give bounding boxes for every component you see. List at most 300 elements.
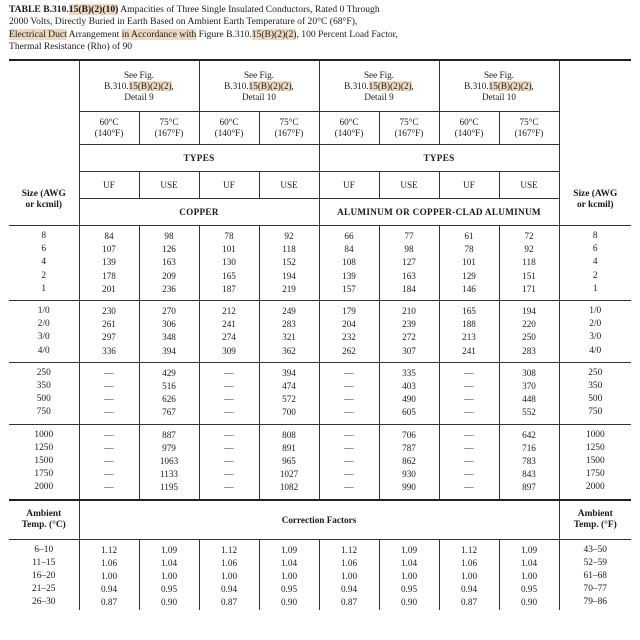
- size-label: Size (AWG: [573, 189, 618, 199]
- correction-factor: 0.95: [259, 583, 319, 596]
- figure-ref: [440, 81, 559, 92]
- ampacity-cell: 605: [379, 406, 439, 419]
- correction-factor: 0.94: [319, 583, 379, 596]
- size-cell: 1: [41, 283, 47, 294]
- correction-factor: 0.95: [139, 583, 199, 596]
- ampacity-cell: 309: [199, 345, 259, 358]
- size-cell: 6: [41, 244, 47, 255]
- size-cell: 1/0: [37, 306, 50, 317]
- ampacity-cell: —: [319, 406, 379, 419]
- ampacity-cell: 990: [379, 481, 439, 494]
- ampacity-cell: 108: [319, 256, 379, 269]
- conductor-type: USE: [259, 172, 319, 199]
- ampacity-cell: 139: [319, 270, 379, 283]
- ampacity-cell: —: [79, 455, 139, 468]
- ampacity-cell: 297: [79, 331, 139, 344]
- size-cell: 1750: [34, 469, 54, 480]
- conductor-type-row: [9, 172, 631, 199]
- temp-fahrenheit: (140°F): [334, 128, 364, 138]
- ampacity-cell: —: [319, 455, 379, 468]
- ampacity-cell: 270: [139, 305, 199, 318]
- see-fig-label: See Fig.: [363, 69, 395, 80]
- correction-factor: 1.09: [259, 544, 319, 557]
- temp-fahrenheit: (167°F): [394, 128, 424, 138]
- ampacity-cell: —: [199, 406, 259, 419]
- ampacity-cell: —: [79, 380, 139, 393]
- ampacity-cell: 66: [319, 230, 379, 243]
- size-cell: 8: [559, 230, 631, 243]
- size-cell: 4: [41, 257, 47, 268]
- ampacity-cell: 194: [259, 270, 319, 283]
- caption-line-2: 2000 Volts, Directly Buried in Earth Based on Ambient Earth Temperature of 20°C (68°F),: [9, 16, 358, 28]
- ampacity-cell: —: [79, 367, 139, 380]
- ambient-range: 6–10: [34, 544, 54, 555]
- table-row: [9, 243, 631, 256]
- correction-factor: 1.12: [439, 544, 499, 557]
- figure-suffix: ,: [531, 80, 534, 91]
- ampacity-cell: 1063: [139, 455, 199, 468]
- detail-label: Detail 10: [242, 91, 276, 102]
- temp-celsius: 75°C: [519, 117, 539, 127]
- correction-factor: 0.94: [199, 583, 259, 596]
- ampacity-cell: 891: [259, 442, 319, 455]
- size-cell: 350: [36, 381, 51, 392]
- ampacity-cell: —: [79, 429, 139, 442]
- ampacity-cell: 474: [259, 380, 319, 393]
- size-cell: 2: [41, 270, 47, 281]
- figure-ref: [320, 81, 439, 92]
- ampacity-cell: —: [319, 429, 379, 442]
- correction-row: [9, 544, 631, 557]
- ampacity-cell: —: [439, 406, 499, 419]
- temp-celsius: 60°C: [339, 117, 359, 127]
- table-row: [9, 256, 631, 269]
- ampacity-cell: —: [199, 380, 259, 393]
- correction-factor: 0.94: [79, 583, 139, 596]
- size-cell: 500: [36, 394, 51, 405]
- correction-header-row: [9, 500, 631, 540]
- ampacity-cell: 152: [259, 256, 319, 269]
- temp-celsius: 60°C: [99, 117, 119, 127]
- figure-prefix: B.310.: [104, 80, 129, 91]
- figure-suffix: ,: [411, 80, 414, 91]
- figure-prefix: B.310.: [224, 80, 249, 91]
- correction-row: [9, 583, 631, 596]
- figure-highlight: 15(B)(2)(2): [488, 80, 532, 91]
- table-row: [9, 270, 631, 283]
- ampacity-cell: 98: [379, 243, 439, 256]
- copper-header: COPPER: [79, 199, 319, 226]
- ampacity-cell: 101: [439, 256, 499, 269]
- table-row: [9, 367, 631, 380]
- ampacity-cell: 1082: [259, 481, 319, 494]
- ampacity-cell: —: [199, 455, 259, 468]
- see-fig-label: See Fig.: [243, 69, 275, 80]
- conductor-type: USE: [139, 172, 199, 199]
- ampacity-cell: 642: [499, 429, 559, 442]
- ampacity-cell: 139: [79, 256, 139, 269]
- ambient-range: 16–20: [32, 571, 56, 582]
- ambient-unit: Temp. (°F): [573, 519, 617, 530]
- correction-factor: 1.00: [199, 570, 259, 583]
- ampacity-cell: 1027: [259, 468, 319, 481]
- size-cell: 2000: [559, 481, 631, 494]
- correction-factor: 1.00: [139, 570, 199, 583]
- ampacity-cell: 194: [499, 305, 559, 318]
- size-cell: 1000: [559, 429, 631, 442]
- see-fig-label: See Fig.: [483, 69, 515, 80]
- ampacity-cell: 336: [79, 345, 139, 358]
- correction-factor: 1.06: [79, 557, 139, 570]
- size-cell: 750: [36, 407, 51, 418]
- ampacity-cell: —: [319, 442, 379, 455]
- correction-factor: 0.87: [79, 596, 139, 609]
- types-header-row: [9, 145, 631, 172]
- size-cell: 6: [559, 243, 631, 256]
- temperature-rating: [79, 112, 139, 145]
- temp-celsius: 60°C: [459, 117, 479, 127]
- ampacity-cell: 887: [139, 429, 199, 442]
- ampacity-cell: 72: [499, 230, 559, 243]
- ampacity-cell: 394: [139, 345, 199, 358]
- ambient-range: 70–77: [559, 583, 631, 596]
- size-cell: 1500: [34, 456, 54, 467]
- ambient-header-left: [9, 500, 79, 540]
- correction-factor: 1.04: [499, 557, 559, 570]
- ampacity-cell: 209: [139, 270, 199, 283]
- ampacity-cell: 163: [139, 256, 199, 269]
- ampacity-cell: 306: [139, 318, 199, 331]
- correction-factor: 1.09: [379, 544, 439, 557]
- ampacity-cell: —: [199, 468, 259, 481]
- size-label: or kcmil): [25, 200, 63, 210]
- ampacity-cell: 165: [439, 305, 499, 318]
- correction-factor: 0.95: [499, 583, 559, 596]
- temp-fahrenheit: (140°F): [94, 128, 124, 138]
- size-cell: 1750: [559, 468, 631, 481]
- ampacity-cell: —: [439, 367, 499, 380]
- detail-label: Detail 10: [482, 91, 516, 102]
- see-fig-label: See Fig.: [123, 69, 155, 80]
- ampacity-cell: 429: [139, 367, 199, 380]
- size-cell: 1/0: [559, 305, 631, 318]
- ampacity-cell: 490: [379, 393, 439, 406]
- ambient-range: 43–50: [559, 544, 631, 557]
- correction-factor: 0.87: [439, 596, 499, 609]
- ambient-label: Ambient: [26, 508, 62, 519]
- ampacity-cell: 808: [259, 429, 319, 442]
- correction-factor: 1.00: [499, 570, 559, 583]
- ampacity-cell: 118: [259, 243, 319, 256]
- ampacity-cell: 204: [319, 318, 379, 331]
- ampacity-cell: 783: [499, 455, 559, 468]
- ampacity-cell: 767: [139, 406, 199, 419]
- temperature-rating: [319, 112, 379, 145]
- correction-factor: 0.90: [499, 596, 559, 609]
- correction-row: [9, 570, 631, 583]
- size-cell: 3/0: [559, 331, 631, 344]
- ampacity-cell: —: [439, 455, 499, 468]
- ampacity-cell: 862: [379, 455, 439, 468]
- ampacity-cell: 572: [259, 393, 319, 406]
- ampacity-cell: 516: [139, 380, 199, 393]
- ampacity-cell: 232: [319, 331, 379, 344]
- types-header-aluminum: TYPES: [319, 145, 559, 172]
- ampacity-cell: —: [439, 429, 499, 442]
- ampacity-cell: 78: [439, 243, 499, 256]
- correction-factor: 1.04: [379, 557, 439, 570]
- ampacity-cell: —: [79, 393, 139, 406]
- ambient-range: 11–15: [32, 557, 56, 568]
- ampacity-cell: —: [319, 367, 379, 380]
- ampacity-cell: 165: [199, 270, 259, 283]
- correction-factor: 0.90: [379, 596, 439, 609]
- ampacity-cell: 448: [499, 393, 559, 406]
- size-cell: 1000: [34, 429, 54, 440]
- table-row: [9, 230, 631, 243]
- ampacity-cell: 335: [379, 367, 439, 380]
- table-row: [9, 345, 631, 358]
- ampacity-cell: 262: [319, 345, 379, 358]
- ampacity-cell: —: [199, 367, 259, 380]
- size-cell: 4/0: [37, 345, 50, 356]
- ampacity-cell: 151: [499, 270, 559, 283]
- ampacity-cell: 930: [379, 468, 439, 481]
- ampacity-cell: —: [199, 429, 259, 442]
- detail-label: Detail 9: [364, 91, 394, 102]
- figure-header-row: [9, 60, 631, 112]
- ampacity-cell: 61: [439, 230, 499, 243]
- ampacity-cell: 241: [439, 345, 499, 358]
- correction-factor: 1.06: [319, 557, 379, 570]
- ambient-header-right: [559, 500, 631, 540]
- correction-factor: 1.12: [319, 544, 379, 557]
- correction-factor: 1.09: [499, 544, 559, 557]
- size-cell: 3/0: [37, 332, 50, 343]
- ampacity-cell: 261: [79, 318, 139, 331]
- temperature-rating: [139, 112, 199, 145]
- ampacity-cell: 394: [259, 367, 319, 380]
- figure-ref: [200, 81, 319, 92]
- table-row: [9, 406, 631, 419]
- size-header-right: [559, 60, 631, 226]
- correction-factor: 0.90: [139, 596, 199, 609]
- table-row: [9, 393, 631, 406]
- temp-celsius: 75°C: [279, 117, 299, 127]
- ampacity-cell: 1195: [139, 481, 199, 494]
- caption-table-number: [9, 4, 118, 15]
- table-row: [9, 283, 631, 296]
- figure-header: [79, 60, 199, 112]
- ampacity-cell: 212: [199, 305, 259, 318]
- conductor-type: UF: [319, 172, 379, 199]
- correction-factor: 1.04: [139, 557, 199, 570]
- ampacity-cell: 716: [499, 442, 559, 455]
- ampacity-cell: 219: [259, 283, 319, 296]
- ampacity-cell: 979: [139, 442, 199, 455]
- correction-factor: 0.90: [259, 596, 319, 609]
- table-row: [9, 481, 631, 494]
- size-cell: 4: [559, 256, 631, 269]
- ampacity-cell: 92: [499, 243, 559, 256]
- figure-header: [199, 60, 319, 112]
- ampacity-cell: 101: [199, 243, 259, 256]
- correction-row: [9, 596, 631, 609]
- size-cell: 350: [559, 380, 631, 393]
- ampacity-cell: 236: [139, 283, 199, 296]
- correction-factor: 1.06: [439, 557, 499, 570]
- ampacity-cell: 626: [139, 393, 199, 406]
- table-row: [9, 318, 631, 331]
- correction-factor: 1.06: [199, 557, 259, 570]
- ampacity-cell: 274: [199, 331, 259, 344]
- ampacity-cell: 157: [319, 283, 379, 296]
- ampacity-cell: 118: [499, 256, 559, 269]
- temperature-rating: [499, 112, 559, 145]
- caption-text: Ampacities of Three Single Insulated Conductors, Rated 0 Through: [118, 4, 380, 15]
- ambient-range: 79–86: [559, 596, 631, 609]
- ampacity-cell: 184: [379, 283, 439, 296]
- figure-prefix: B.310.: [344, 80, 369, 91]
- ampacity-cell: 84: [79, 230, 139, 243]
- correction-factor: 1.00: [79, 570, 139, 583]
- size-cell: 1500: [559, 455, 631, 468]
- ampacity-cell: 84: [319, 243, 379, 256]
- ampacity-cell: 92: [259, 230, 319, 243]
- ampacity-cell: 700: [259, 406, 319, 419]
- ampacity-cell: —: [199, 442, 259, 455]
- ampacity-cell: 272: [379, 331, 439, 344]
- ampacity-cell: 146: [439, 283, 499, 296]
- caption-text: , 100 Percent Load Factor,: [296, 28, 398, 40]
- figure-ref: [80, 81, 199, 92]
- temp-fahrenheit: (140°F): [454, 128, 484, 138]
- temp-celsius: 75°C: [399, 117, 419, 127]
- ambient-label: Ambient: [577, 508, 613, 519]
- ampacity-cell: 370: [499, 380, 559, 393]
- figure-suffix: ,: [171, 80, 174, 91]
- ampacity-cell: 220: [499, 318, 559, 331]
- metal-header-row: [9, 199, 631, 226]
- caption-highlight: 15(B)(2)(10): [68, 4, 119, 15]
- ampacity-cell: —: [319, 380, 379, 393]
- ampacity-cell: 249: [259, 305, 319, 318]
- ampacity-cell: —: [79, 406, 139, 419]
- table-row: [9, 429, 631, 442]
- size-label: Size (AWG: [21, 189, 66, 199]
- table-row: [9, 305, 631, 318]
- caption-line-3: [9, 29, 631, 41]
- correction-factor: 0.87: [199, 596, 259, 609]
- size-cell: 750: [559, 406, 631, 419]
- ampacity-cell: 201: [79, 283, 139, 296]
- ampacity-cell: 178: [79, 270, 139, 283]
- correction-factor: 1.12: [79, 544, 139, 557]
- ampacity-cell: —: [439, 380, 499, 393]
- ampacity-cell: 706: [379, 429, 439, 442]
- ampacity-cell: 787: [379, 442, 439, 455]
- temperature-rating: [199, 112, 259, 145]
- figure-prefix: B.310.: [464, 80, 489, 91]
- ampacity-cell: —: [79, 481, 139, 494]
- size-cell: 250: [559, 367, 631, 380]
- correction-factor: 1.04: [259, 557, 319, 570]
- figure-highlight: 15(B)(2)(2): [128, 80, 172, 91]
- ambient-range: 61–68: [559, 570, 631, 583]
- ampacity-cell: 283: [499, 345, 559, 358]
- figure-suffix: ,: [291, 80, 294, 91]
- temp-fahrenheit: (167°F): [154, 128, 184, 138]
- aluminum-header: ALUMINUM OR COPPER-CLAD ALUMINUM: [319, 199, 559, 226]
- ampacity-cell: 98: [139, 230, 199, 243]
- caption-highlight: Electrical Duct: [9, 28, 67, 40]
- ampacity-cell: 127: [379, 256, 439, 269]
- temp-fahrenheit: (167°F): [514, 128, 544, 138]
- ampacity-cell: 126: [139, 243, 199, 256]
- ampacity-cell: 283: [259, 318, 319, 331]
- table-caption: [9, 4, 631, 54]
- ampacity-cell: 171: [499, 283, 559, 296]
- size-cell: 2: [559, 270, 631, 283]
- ampacity-cell: 210: [379, 305, 439, 318]
- conductor-type: UF: [199, 172, 259, 199]
- size-cell: 2/0: [37, 319, 50, 330]
- size-cell: 2/0: [559, 318, 631, 331]
- table-row: [9, 331, 631, 344]
- correction-factor: 0.87: [319, 596, 379, 609]
- correction-factor: 1.00: [259, 570, 319, 583]
- ampacity-cell: —: [439, 393, 499, 406]
- figure-header: [439, 60, 559, 112]
- ampacity-cell: 107: [79, 243, 139, 256]
- size-cell: 8: [41, 231, 47, 241]
- temperature-rating: [439, 112, 499, 145]
- table-row: [9, 380, 631, 393]
- ampacity-cell: —: [319, 468, 379, 481]
- ambient-range: 52–59: [559, 557, 631, 570]
- ampacity-cell: —: [199, 481, 259, 494]
- ampacity-cell: 188: [439, 318, 499, 331]
- ampacity-cell: 1133: [139, 468, 199, 481]
- ampacity-cell: —: [439, 442, 499, 455]
- ampacity-cell: —: [439, 468, 499, 481]
- table-row: [9, 455, 631, 468]
- ampacity-cell: 129: [439, 270, 499, 283]
- ampacity-cell: —: [319, 481, 379, 494]
- ampacity-cell: 250: [499, 331, 559, 344]
- ampacity-cell: 130: [199, 256, 259, 269]
- temp-fahrenheit: (167°F): [274, 128, 304, 138]
- ambient-unit: Temp. (°C): [21, 519, 66, 530]
- ampacity-cell: 307: [379, 345, 439, 358]
- correction-factors-title: Correction Factors: [79, 500, 559, 540]
- ampacity-cell: 179: [319, 305, 379, 318]
- caption-prefix: TABLE B.310.: [9, 4, 69, 15]
- ampacity-cell: —: [79, 468, 139, 481]
- figure-highlight: 15(B)(2)(2): [248, 80, 292, 91]
- correction-factor: 1.12: [199, 544, 259, 557]
- size-cell: 500: [559, 393, 631, 406]
- ampacity-cell: 187: [199, 283, 259, 296]
- ampacity-cell: 965: [259, 455, 319, 468]
- ampacity-cell: —: [199, 393, 259, 406]
- figure-highlight: 15(B)(2)(2): [368, 80, 412, 91]
- caption-text: Arrangement: [66, 28, 122, 40]
- ampacity-cell: 403: [379, 380, 439, 393]
- table-row: [9, 468, 631, 481]
- correction-factor: 1.00: [379, 570, 439, 583]
- size-cell: 2000: [34, 482, 54, 493]
